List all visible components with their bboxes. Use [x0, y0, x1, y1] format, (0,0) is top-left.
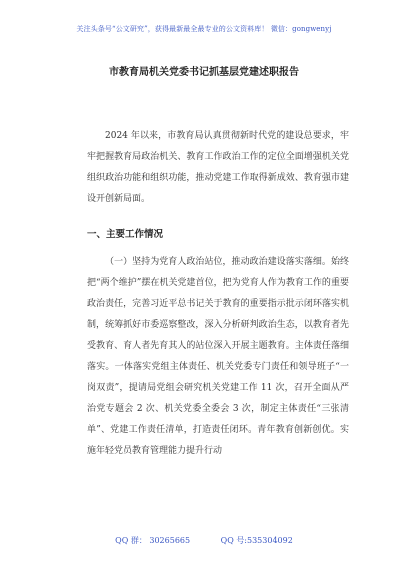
- body-paragraph-text: （一）坚持为党育人政治站位，推动政治建设落实落细。始终把“两个维护”摆在机关党建首位，把为党育人作为教育工作的重要政治责任，完善习近平总书记关于教育的重要指示批示闭环落实机制，统筹抓好市委巡察整改，深入分析研判政治生态，以教育者先受教育、育人者先育其人的站位深入开展主题教育。主体责任落细落实。一体落实党组主体责任、机关党委专门责任和领导班子“一岗双责”，提请局党组会研究机关党建工作 11 次，召开全面从严治党专题会 2 次、机关党委全委会 3 次，制定主体责任“三张清单”、党建工作责任清单，打造责任闭环。青年教育创新创优。实施年轻党员教育管理能力提升行动: [87, 257, 349, 456]
- promo-banner[interactable]: 关注头条号“公文研究”，获得最新最全最专业的公文资料库！ 微信：gongwenyj: [76, 25, 332, 33]
- intro-paragraph: [87, 126, 349, 210]
- document-title: 市教育局机关党委书记抓基层党建述职报告: [109, 67, 299, 78]
- body-paragraph: [87, 252, 349, 508]
- footer-contact: [0, 535, 408, 547]
- section-heading: 一、主要工作情况: [87, 229, 164, 240]
- intro-paragraph-text: 2024 年以来，市教育局认真贯彻新时代党的建设总要求，牢牢把握教育局政治机关、教育工作政治工作的定位全面增强机关党组织政治功能和组织功能，推动党建工作取得新成效、教育强市建设开创新局面。: [87, 131, 349, 204]
- footer-qq-group[interactable]: QQ 群： 30265665: [115, 536, 191, 545]
- footer-qq-number[interactable]: QQ 号:535304092: [220, 536, 293, 545]
